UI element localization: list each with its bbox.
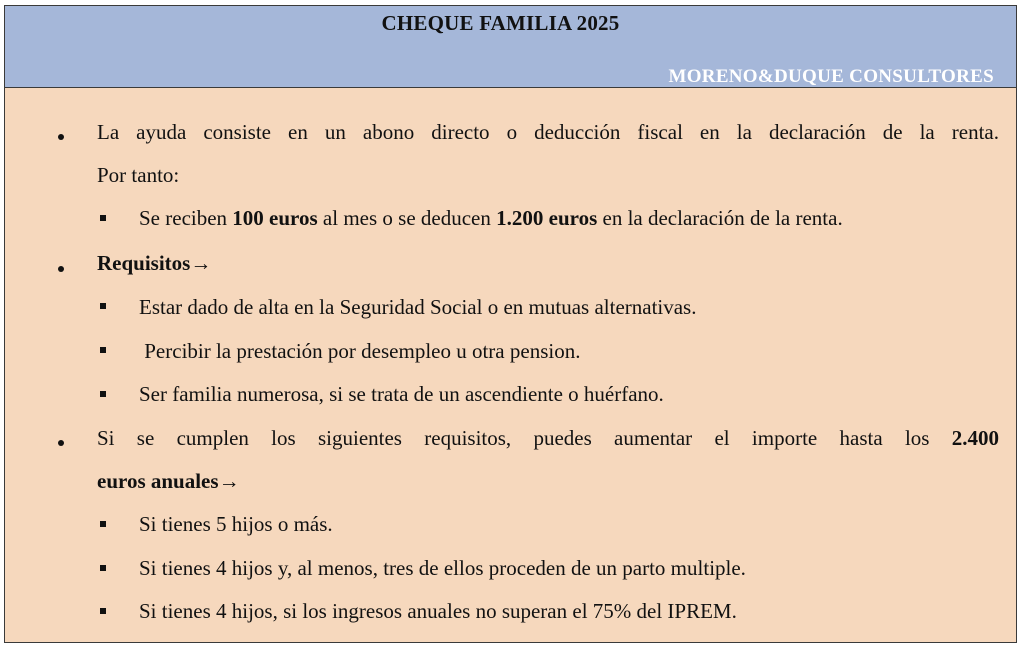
heading-text: Requisitos xyxy=(97,251,191,275)
paragraph-3-line-2 xyxy=(97,469,240,494)
page-title: CHEQUE FAMILIA 2025 xyxy=(381,11,620,35)
company-name: MORENO&DUQUE CONSULTORES xyxy=(668,66,994,87)
amount-increase: 2.400 xyxy=(951,426,999,450)
amount-annual: 1.200 euros xyxy=(496,206,598,230)
paragraph-1-subitem xyxy=(139,206,843,231)
text-segment: Si se cumplen los siguientes requisitos, puedes aumentar el importe hasta los xyxy=(97,426,952,450)
bullet-dot-icon xyxy=(58,134,64,140)
amount-unit: euros anuales xyxy=(97,469,219,493)
requirement-item: Percibir la prestación por desempleo u otra pension. xyxy=(139,339,581,363)
amount-monthly: 100 euros xyxy=(232,206,318,230)
arrow-right-icon: → xyxy=(218,469,240,493)
condition-item: Si tienes 4 hijos y, al menos, tres de ellos proceden de un parto multiple. xyxy=(139,556,746,580)
bullet-square-icon xyxy=(100,303,106,309)
bullet-square-icon xyxy=(100,215,106,221)
bullet-square-icon xyxy=(100,608,106,614)
header-banner xyxy=(5,6,1016,88)
requirements-heading xyxy=(97,251,211,276)
text-segment: al mes o se deducen xyxy=(317,206,497,230)
bullet-square-icon xyxy=(100,391,106,397)
condition-item: Si tienes 5 hijos o más. xyxy=(139,512,333,536)
requirement-item: Ser familia numerosa, si se trata de un ascendiente o huérfano. xyxy=(139,382,664,406)
bullet-square-icon xyxy=(100,521,106,527)
bullet-square-icon xyxy=(100,565,106,571)
text-segment: Se reciben xyxy=(139,206,233,230)
requirement-item: Estar dado de alta en la Seguridad Social o en mutuas alternativas. xyxy=(139,295,697,319)
bullet-square-icon xyxy=(100,347,106,353)
arrow-right-icon: → xyxy=(190,251,212,275)
paragraph-3-line-1 xyxy=(97,426,999,451)
document-box xyxy=(4,5,1017,643)
condition-item: Si tienes 4 hijos, si los ingresos anuales no superan el 75% del IPREM. xyxy=(139,599,737,623)
bullet-dot-icon xyxy=(58,440,64,446)
bullet-dot-icon xyxy=(58,266,64,272)
paragraph-1-line-1: La ayuda consiste en un abono directo o deducción fiscal en la declaración de la renta. xyxy=(97,120,999,144)
text-segment: en la declaración de la renta. xyxy=(597,206,843,230)
paragraph-1-line-2: Por tanto: xyxy=(97,163,180,187)
document-body xyxy=(5,88,1016,642)
